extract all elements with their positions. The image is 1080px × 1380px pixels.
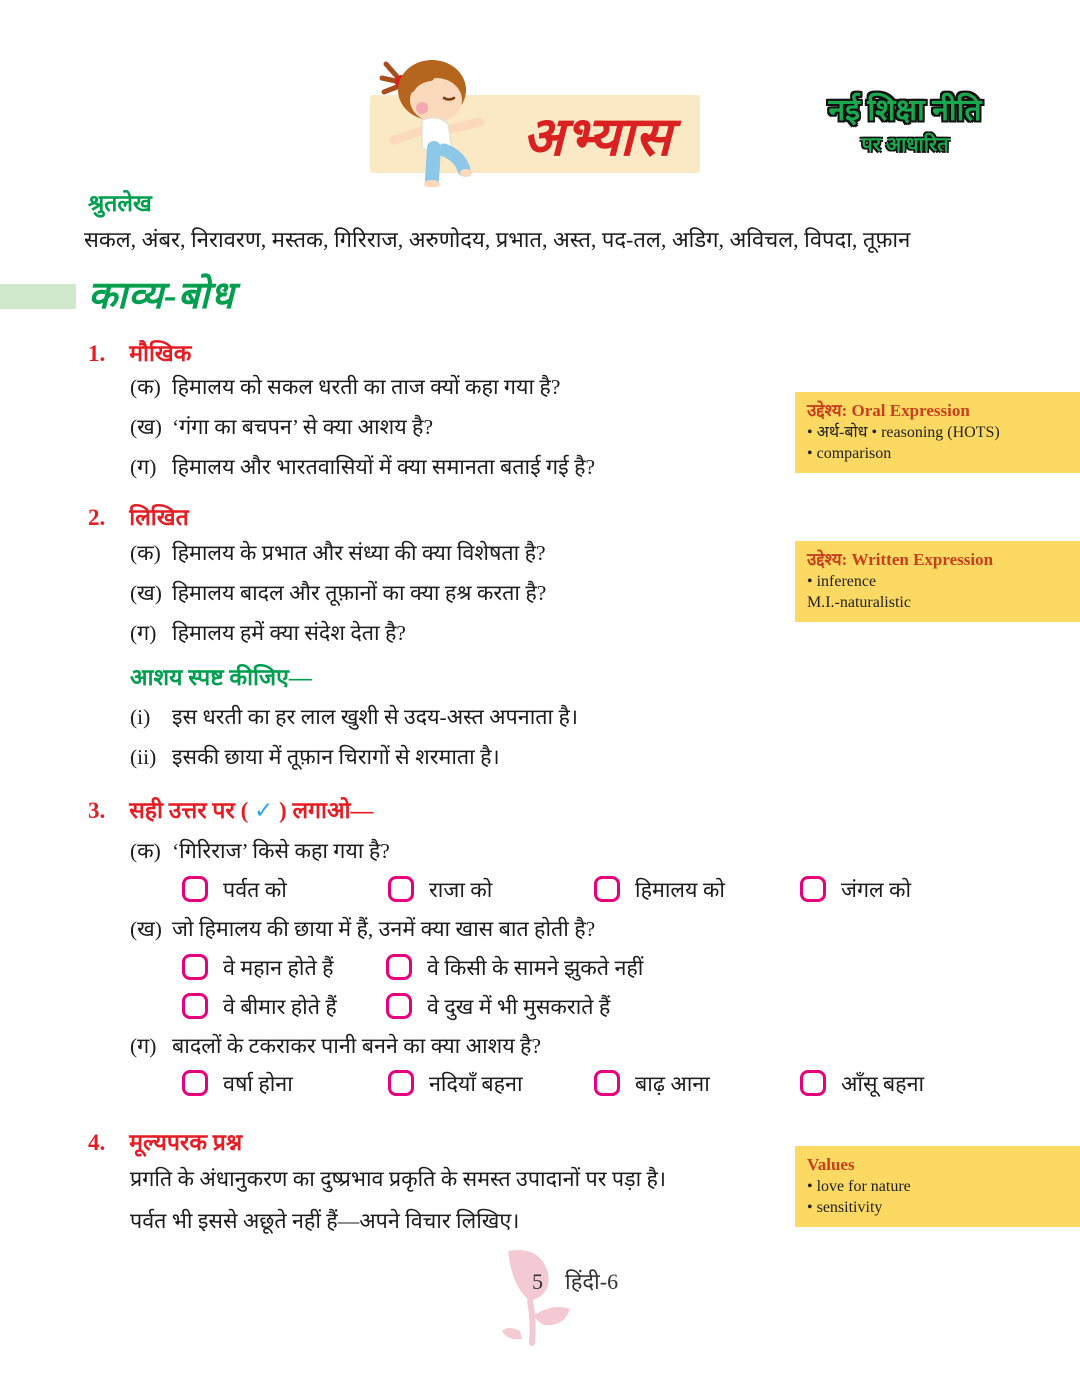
section-accent-bar bbox=[0, 284, 76, 309]
q3-b-option-4 bbox=[386, 989, 610, 1023]
page-number: 5 bbox=[532, 1269, 543, 1294]
q3-c-option-1-label: वर्षा होना bbox=[223, 1071, 293, 1096]
values-box bbox=[795, 1146, 1080, 1227]
aashay-item-1-text: इस धरती का हर लाल खुशी से उदय-अस्त अपनाता है। bbox=[172, 705, 579, 729]
objective-box-written bbox=[795, 541, 1080, 622]
q3-c-options-row bbox=[0, 1066, 1080, 1100]
values-box-line1: • love for nature bbox=[807, 1178, 911, 1195]
question-2-number: 2. bbox=[88, 505, 106, 530]
q1-item-b-text: ‘गंगा का बचपन’ से क्या आशय है? bbox=[172, 415, 434, 439]
q3-b-question bbox=[130, 914, 595, 943]
values-box-title: Values bbox=[807, 1155, 855, 1174]
q3-b-options-row1 bbox=[0, 950, 1080, 984]
q3-b-option-1 bbox=[182, 950, 334, 984]
q3-b-option-2-label: वे किसी के सामने झुकते नहीं bbox=[427, 955, 644, 980]
section-heading: काव्य-बोध bbox=[88, 275, 235, 317]
book-label: हिंदी-6 bbox=[565, 1269, 619, 1294]
yoga-girl-illustration bbox=[372, 52, 497, 187]
question-4-title: मूल्यपरक प्रश्न bbox=[129, 1130, 243, 1155]
q2-item-a-text: हिमालय के प्रभात और संध्या की क्या विशेषता है? bbox=[172, 541, 546, 565]
q3-c-option-2-label: नदियाँ बहना bbox=[429, 1071, 523, 1096]
q4-line1: प्रगति के अंधानुकरण का दुष्प्रभाव प्रकृति के समस्त उपादानों पर पड़ा है। bbox=[130, 1167, 667, 1191]
checkbox[interactable] bbox=[182, 1070, 208, 1096]
q2-item-b-text: हिमालय बादल और तूफ़ानों का क्या हश्र करता है? bbox=[172, 581, 547, 605]
question-2-heading bbox=[88, 500, 189, 532]
checkbox[interactable] bbox=[800, 876, 826, 902]
q3-c-option-3 bbox=[594, 1066, 710, 1100]
checkbox[interactable] bbox=[594, 876, 620, 902]
q3-a-option-4 bbox=[800, 872, 911, 906]
q2-item-a bbox=[130, 538, 546, 567]
shrutlekh-heading: श्रुतलेख bbox=[88, 191, 152, 216]
checkbox[interactable] bbox=[388, 1070, 414, 1096]
aashay-heading: आशय स्पष्ट कीजिए— bbox=[130, 665, 312, 690]
q2-item-a-label: (क) bbox=[130, 541, 161, 565]
q3-a-option-2 bbox=[388, 872, 492, 906]
question-4-number: 4. bbox=[88, 1130, 106, 1155]
checkbox[interactable] bbox=[800, 1070, 826, 1096]
q3-c-option-4 bbox=[800, 1066, 924, 1100]
checkbox[interactable] bbox=[182, 876, 208, 902]
q3-c-question bbox=[130, 1031, 541, 1060]
objective-box-written-line2: M.I.-naturalistic bbox=[807, 594, 911, 611]
q3-b-label: (ख) bbox=[130, 917, 162, 941]
q1-item-b-label: (ख) bbox=[130, 415, 162, 439]
q3-a-option-4-label: जंगल को bbox=[841, 877, 912, 902]
objective-box-oral-line2: • comparison bbox=[807, 445, 892, 462]
q4-line2: पर्वत भी इससे अछूते नहीं हैं—अपने विचार लिखिए। bbox=[130, 1209, 520, 1233]
q3-b-options-row2 bbox=[0, 989, 1080, 1023]
objective-box-oral bbox=[795, 392, 1080, 473]
q1-item-a-label: (क) bbox=[130, 375, 161, 399]
q3-a-option-1 bbox=[182, 872, 287, 906]
q3-c-option-1 bbox=[182, 1066, 293, 1100]
q3-b-option-4-label: वे दुख में भी मुसकराते हैं bbox=[427, 994, 611, 1019]
checkbox[interactable] bbox=[386, 993, 412, 1019]
aashay-item-2 bbox=[130, 742, 500, 771]
q3-c-option-4-label: आँसू बहना bbox=[841, 1071, 925, 1096]
q1-item-c-text: हिमालय और भारतवासियों में क्या समानता बताई गई है? bbox=[172, 455, 596, 479]
question-2-title: लिखित bbox=[129, 505, 189, 530]
aashay-item-1-label: (i) bbox=[130, 705, 151, 729]
page-title: अभ्यास bbox=[522, 107, 673, 167]
q1-item-c-label: (ग) bbox=[130, 455, 157, 479]
q3-c-text: बादलों के टकराकर पानी बनने का क्या आशय है? bbox=[172, 1034, 542, 1058]
question-1-number: 1. bbox=[88, 341, 106, 366]
question-3-heading bbox=[88, 793, 374, 825]
question-3-title-pre: सही उत्तर पर ( bbox=[129, 798, 249, 823]
checkbox[interactable] bbox=[386, 954, 412, 980]
q3-a-question bbox=[130, 836, 390, 865]
aashay-item-1 bbox=[130, 702, 578, 731]
q3-c-option-2 bbox=[388, 1066, 523, 1100]
q3-c-label: (ग) bbox=[130, 1034, 157, 1058]
nep-badge-line2: पर आधारित bbox=[861, 134, 949, 156]
q3-a-options-row bbox=[0, 872, 1080, 906]
checkbox[interactable] bbox=[182, 954, 208, 980]
question-4-heading bbox=[88, 1125, 242, 1157]
objective-box-written-line1: • inference bbox=[807, 573, 877, 590]
shrutlekh-word-list: सकल, अंबर, निरावरण, मस्तक, गिरिराज, अरुणोदय, प्रभात, अस्त, पद-तल, अडिग, अविचल, विपदा, तूफ़ान bbox=[84, 227, 911, 252]
nep-badge-line1: नई शिक्षा नीति bbox=[828, 94, 982, 127]
objective-box-oral-title: उद्देश्य: Oral Expression bbox=[807, 401, 970, 420]
page-footer bbox=[532, 1266, 618, 1296]
q3-b-option-1-label: वे महान होते हैं bbox=[223, 955, 334, 980]
objective-box-written-title: उद्देश्य: Written Expression bbox=[807, 550, 994, 569]
q2-item-c-label: (ग) bbox=[130, 621, 157, 645]
q3-a-text: ‘गिरिराज’ किसे कहा गया है? bbox=[172, 839, 390, 863]
q3-a-option-3 bbox=[594, 872, 725, 906]
q3-b-option-3-label: वे बीमार होते हैं bbox=[223, 994, 337, 1019]
aashay-item-2-text: इसकी छाया में तूफ़ान चिरागों से शरमाता है। bbox=[172, 745, 500, 769]
values-box-line2: • sensitivity bbox=[807, 1199, 883, 1216]
checkbox[interactable] bbox=[594, 1070, 620, 1096]
aashay-item-2-label: (ii) bbox=[130, 745, 157, 769]
blue-checkmark-icon: ✓ bbox=[254, 798, 274, 823]
q3-b-option-2 bbox=[386, 950, 643, 984]
q2-item-b bbox=[130, 578, 546, 607]
q3-a-option-2-label: राजा को bbox=[429, 877, 493, 902]
q1-item-c bbox=[130, 452, 595, 481]
q1-item-a-text: हिमालय को सकल धरती का ताज क्यों कहा गया है? bbox=[172, 375, 561, 399]
q2-item-c bbox=[130, 618, 406, 647]
question-3-number: 3. bbox=[88, 798, 106, 823]
q3-a-option-1-label: पर्वत को bbox=[223, 877, 287, 902]
q3-b-option-3 bbox=[182, 989, 337, 1023]
q1-item-b bbox=[130, 412, 433, 441]
q2-item-c-text: हिमालय हमें क्या संदेश देता है? bbox=[172, 621, 406, 645]
objective-box-oral-line1: • अर्थ-बोध • reasoning (HOTS) bbox=[807, 424, 1000, 441]
q2-item-b-label: (ख) bbox=[130, 581, 162, 605]
question-3-title-post: ) लगाओ— bbox=[279, 798, 374, 823]
nep-badge bbox=[805, 92, 1005, 158]
checkbox[interactable] bbox=[388, 876, 414, 902]
q3-a-option-3-label: हिमालय को bbox=[635, 877, 725, 902]
q1-item-a bbox=[130, 372, 560, 401]
q3-b-text: जो हिमालय की छाया में हैं, उनमें क्या खास बात होती है? bbox=[172, 917, 596, 941]
question-1-heading bbox=[88, 336, 191, 368]
q3-a-label: (क) bbox=[130, 839, 161, 863]
question-1-title: मौखिक bbox=[129, 341, 192, 366]
checkbox[interactable] bbox=[182, 993, 208, 1019]
q3-c-option-3-label: बाढ़ आना bbox=[635, 1071, 710, 1096]
